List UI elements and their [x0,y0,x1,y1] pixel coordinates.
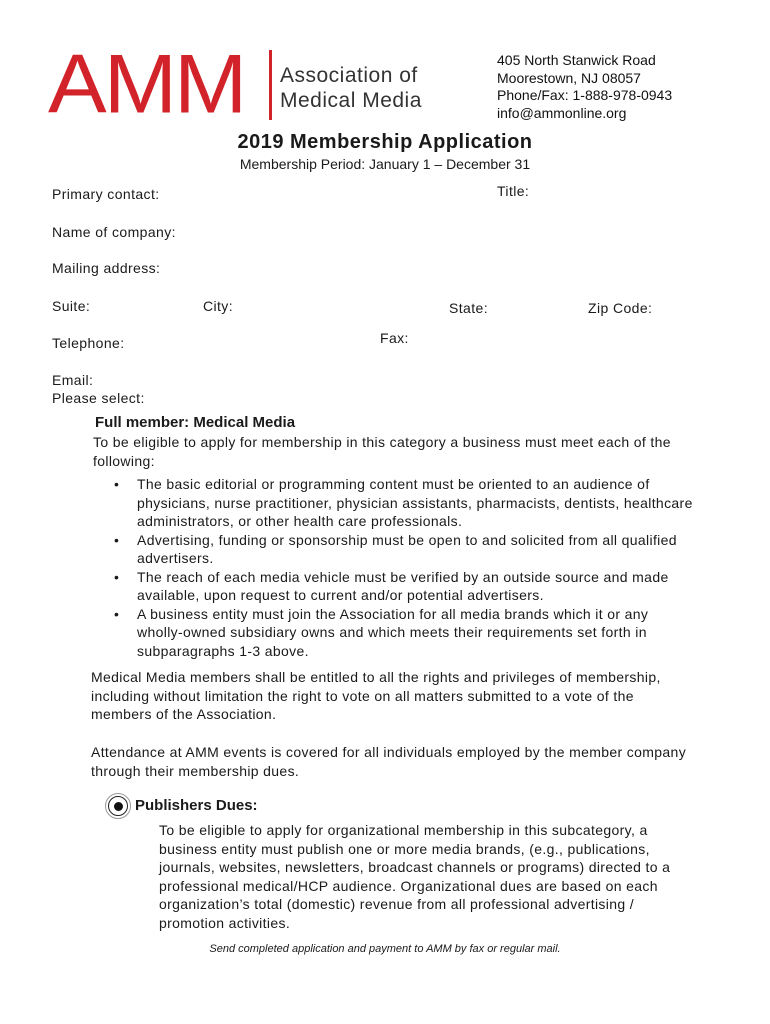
eligibility-item [93,568,693,605]
logo-divider [269,50,272,120]
city-label: City: [203,298,233,314]
radio-selected-dot [114,802,123,811]
bullet-icon: • [114,531,120,548]
address-street: 405 North Stanwick Road [497,52,656,68]
zip-code-label: Zip Code: [588,300,653,316]
bullet-icon: • [114,568,120,585]
state-label: State: [449,300,488,316]
eligibility-item-text: The reach of each media vehicle must be verified by an outside source and made available, upon request to current and/or potential advertisers. [137,568,669,603]
publishers-dues-radio[interactable] [108,796,128,816]
submission-note: Send completed application and payment to AMM by fax or regular mail. [209,943,561,955]
publishers-dues-heading: Publishers Dues: [135,797,258,814]
address-phone: Phone/Fax: 1-888-978-0943 [497,87,673,103]
logo-org-name [280,63,422,113]
attendance-paragraph: Attendance at AMM events is covered for all individuals employed by the member company through their membership dues. [91,744,687,779]
eligibility-list [93,475,693,660]
member-rights-paragraph: Medical Media members shall be entitled to all the rights and privileges of membership, including without limitation the right to vote on all matters submitted to a vote of the members of the Association. [91,669,661,722]
full-member-intro: To be eligible to apply for membership in this category a business must meet each of the following: [93,434,671,469]
amm-logo-letters: AMM [48,36,245,131]
address-city: Moorestown, NJ 08057 [497,69,641,86]
fax-label: Fax: [380,330,409,346]
title-label: Title: [497,183,530,199]
eligibility-item [93,531,693,568]
full-member-heading: Full member: Medical Media [95,414,296,431]
membership-period: Membership Period: January 1 – December 31 [239,156,531,172]
bullet-icon: • [114,476,120,492]
bullet-icon: • [114,605,120,622]
eligibility-item [93,475,693,531]
primary-contact-label: Primary contact: [52,186,160,202]
email-label: Email: [52,372,94,388]
logo-line-1: Association of [280,64,418,87]
telephone-label: Telephone: [52,335,125,351]
contact-address [497,52,672,122]
eligibility-item-text: A business entity must join the Association for all media brands which it or any wholly-owned subsidiary owns and which meets their requirements set forth in subparagraphs 1-3 above. [137,605,649,659]
please-select-label: Please select: [52,390,145,406]
suite-label: Suite: [52,298,91,314]
page-title: 2019 Membership Application [237,131,533,153]
address-email[interactable]: info@ammonline.org [497,104,627,121]
eligibility-item-text: The basic editorial or programming content must be oriented to an audience of physicians, nurse practitioner, physician assistants, pharmacists, dentists, healthcare administrators, or other health care professionals. [137,476,693,529]
logo-line-2: Medical Media [280,89,422,112]
publishers-dues-text: To be eligible to apply for organizational membership in this subcategory, a business entity must publish one or more media brands, (e.g., publications, journals, websites, newsletters, broadcast channels or programs) directed to a professional medical/HCP audience. Organizational dues are based on each organization’s total (domestic) revenue from all professional advertising / promotion activities. [159,822,671,931]
eligibility-item-text: Advertising, funding or sponsorship must be open to and solicited from all qualified advertisers. [137,531,677,566]
eligibility-item [93,605,693,661]
company-name-label: Name of company: [52,224,176,240]
mailing-address-label: Mailing address: [52,260,161,276]
